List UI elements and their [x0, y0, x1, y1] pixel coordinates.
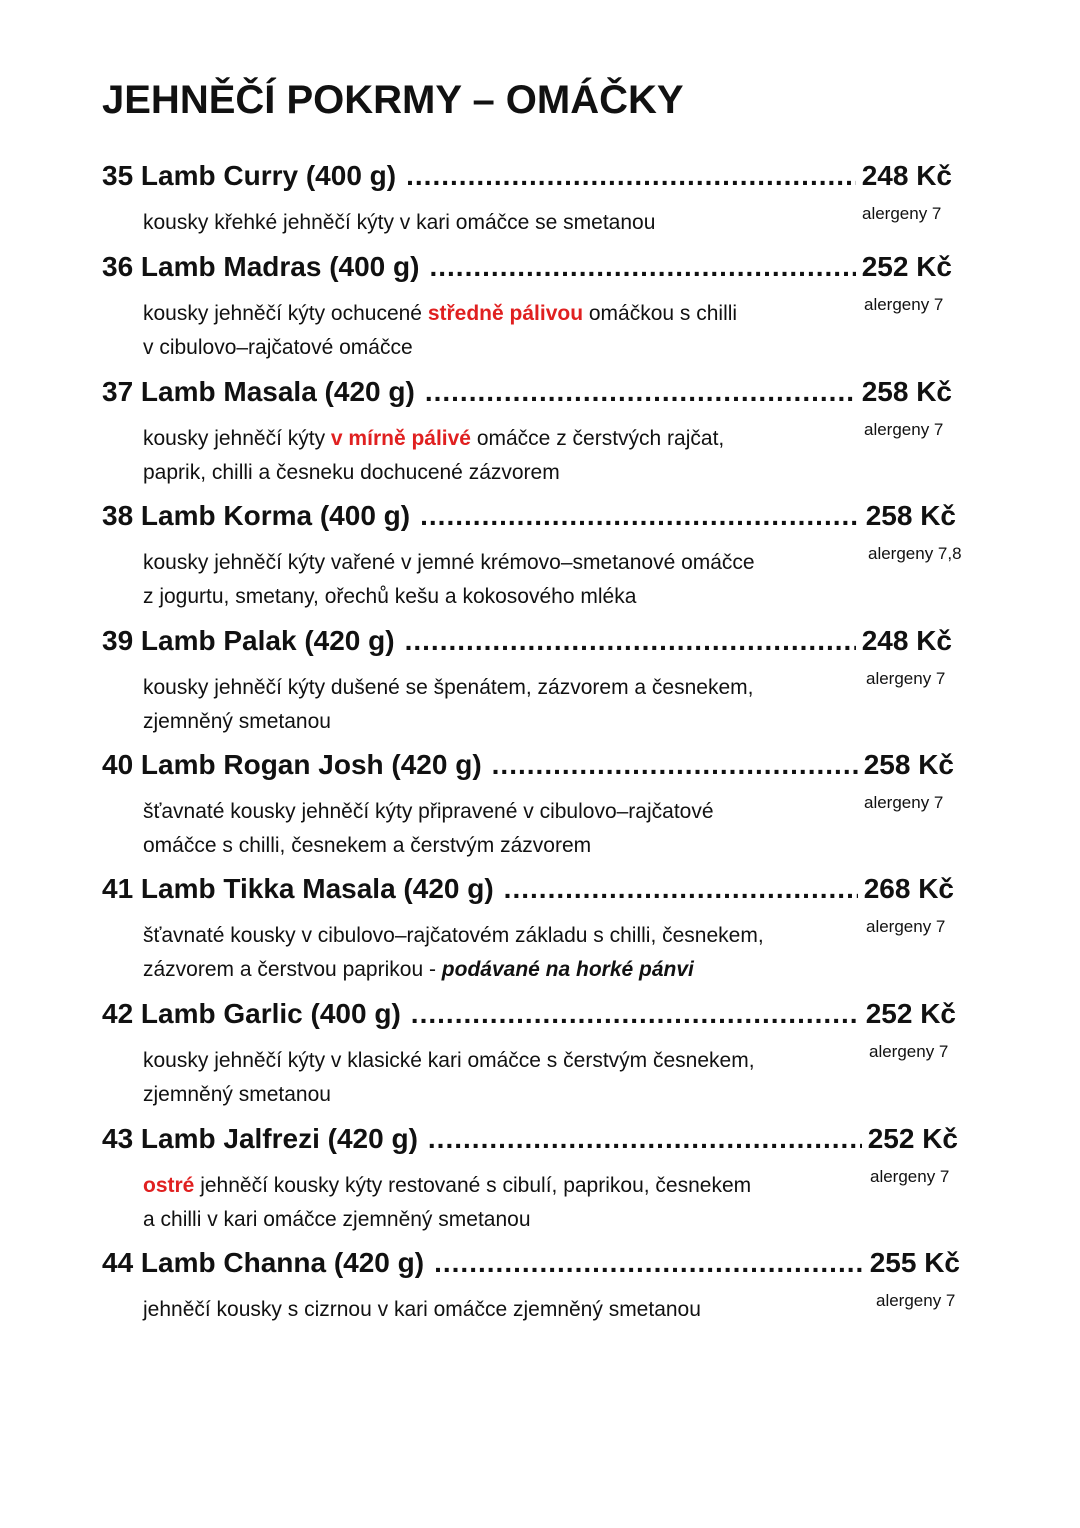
dish-name: 37 Lamb Masala (420 g) [102, 376, 415, 407]
description-line [143, 1293, 843, 1327]
allergen-info: alergeny 7 [866, 669, 946, 688]
dish-price: 248 Kč [861, 625, 952, 656]
dish-price: 252 Kč [867, 1123, 958, 1154]
dish-description [143, 1044, 843, 1112]
description-text: z jogurtu, smetany, ořechů kešu a kokosového mléka [143, 585, 637, 608]
dot-leader [434, 1247, 864, 1279]
menu-item-header [102, 1247, 960, 1287]
dish-name: 40 Lamb Rogan Josh (420 g) [102, 749, 482, 780]
serving-note: podávané na horké pánvi [441, 958, 694, 981]
dish-description [143, 206, 843, 240]
dish-price: 258 Kč [861, 376, 952, 407]
menu-item [102, 1247, 960, 1327]
description-text: šťavnaté kousky v cibulovo–rajčatovém základu s chilli, česnekem, [143, 924, 764, 947]
menu-item-header [102, 251, 952, 291]
description-line [143, 1169, 843, 1203]
description-text: kousky jehněčí kýty vařené v jemné krémovo–smetanové omáčce [143, 551, 755, 574]
description-text: zjemněný smetanou [143, 1083, 331, 1106]
dot-leader [428, 1123, 862, 1155]
dot-leader [405, 625, 856, 657]
menu-item-header [102, 625, 952, 665]
description-text: omáčkou s chilli [583, 302, 738, 325]
description-line [143, 829, 843, 863]
description-text: kousky jehněčí kýty ochucené [143, 302, 428, 325]
dish-price: 268 Kč [863, 873, 954, 904]
allergen-info: alergeny 7 [870, 1167, 950, 1186]
menu-item [102, 625, 952, 739]
description-line [143, 1044, 843, 1078]
dish-name: 44 Lamb Channa (420 g) [102, 1247, 425, 1278]
description-line [143, 1203, 843, 1237]
dish-price: 252 Kč [865, 998, 956, 1029]
dot-leader [504, 873, 858, 905]
description-line [143, 297, 843, 331]
dish-description [143, 1169, 843, 1237]
spicy-highlight: středně pálivou [427, 302, 584, 325]
allergen-info: alergeny 7 [869, 1042, 949, 1061]
description-line [143, 456, 843, 490]
page-title: JEHNĚČÍ POKRMY – OMÁČKY [102, 78, 684, 122]
dot-leader [411, 998, 860, 1030]
allergen-info: alergeny 7 [864, 295, 944, 314]
allergen-info: alergeny 7 [862, 204, 942, 223]
menu-item [102, 160, 952, 240]
description-text: a chilli v kari omáčce zjemněný smetanou [143, 1208, 531, 1231]
allergen-info: alergeny 7 [866, 917, 946, 936]
dish-name: 38 Lamb Korma (400 g) [102, 500, 411, 531]
dish-description [143, 422, 843, 490]
description-text: zjemněný smetanou [143, 710, 331, 733]
dish-description [143, 795, 843, 863]
dish-description [143, 919, 843, 987]
allergen-info: alergeny 7 [876, 1291, 956, 1310]
description-line [143, 580, 843, 614]
description-line [143, 795, 843, 829]
menu-item [102, 376, 952, 490]
dish-name: 42 Lamb Garlic (400 g) [102, 998, 401, 1029]
dish-name: 39 Lamb Palak (420 g) [102, 625, 395, 656]
description-text: omáčce s chilli, česnekem a čerstvým zázvorem [143, 834, 592, 857]
dish-name: 41 Lamb Tikka Masala (420 g) [102, 873, 494, 904]
dish-price: 258 Kč [865, 500, 956, 531]
menu-item-header [102, 1123, 958, 1163]
allergen-info: alergeny 7 [864, 420, 944, 439]
dish-description [143, 671, 843, 739]
menu-item-header [102, 160, 952, 200]
dot-leader [406, 160, 856, 192]
dish-name: 35 Lamb Curry (400 g) [102, 160, 397, 191]
dish-price: 252 Kč [861, 251, 952, 282]
spicy-highlight: v mírně pálivé [330, 427, 471, 450]
description-text: kousky jehněčí kýty v klasické kari omáčce s čerstvým česnekem, [143, 1049, 755, 1072]
menu-item [102, 251, 952, 365]
description-text: zázvorem a čerstvou paprikou - [143, 958, 442, 981]
description-text: jehněčí kousky s cizrnou v kari omáčce zjemněný smetanou [143, 1298, 701, 1321]
menu-item-header [102, 500, 956, 540]
description-text: v cibulovo–rajčatové omáčce [143, 336, 413, 359]
allergen-info: alergeny 7,8 [868, 544, 962, 563]
menu-item [102, 873, 954, 987]
dot-leader [492, 749, 858, 781]
menu-item-header [102, 376, 952, 416]
description-text: paprik, chilli a česneku dochucené zázvorem [143, 461, 560, 484]
dish-description [143, 297, 843, 365]
description-text: kousky jehněčí kýty [143, 427, 331, 450]
description-line [143, 671, 843, 705]
dish-name: 43 Lamb Jalfrezi (420 g) [102, 1123, 418, 1154]
dish-price: 255 Kč [869, 1247, 960, 1278]
description-line [143, 206, 843, 240]
dish-price: 258 Kč [863, 749, 954, 780]
menu-item [102, 500, 962, 614]
description-text: jehněčí kousky kýty restované s cibulí, paprikou, česnekem [194, 1174, 752, 1197]
dish-description [143, 546, 843, 614]
dot-leader [420, 500, 860, 532]
description-line [143, 546, 843, 580]
description-text: kousky jehněčí kýty dušené se špenátem, zázvorem a česnekem, [143, 676, 754, 699]
spicy-highlight: ostré [143, 1174, 195, 1197]
description-line [143, 422, 843, 456]
dish-price: 248 Kč [861, 160, 952, 191]
dish-description [143, 1293, 843, 1327]
menu-item [102, 1123, 958, 1237]
description-line [143, 1078, 843, 1112]
description-text: kousky křehké jehněčí kýty v kari omáčce se smetanou [143, 211, 656, 234]
description-text: šťavnaté kousky jehněčí kýty připravené v cibulovo–rajčatové [143, 800, 714, 823]
dish-name: 36 Lamb Madras (400 g) [102, 251, 420, 282]
dot-leader [425, 376, 856, 408]
menu-item [102, 749, 954, 863]
description-line [143, 919, 843, 953]
menu-item-header [102, 749, 954, 789]
menu-item-header [102, 873, 954, 913]
menu-item [102, 998, 956, 1112]
description-line [143, 705, 843, 739]
description-line [143, 953, 843, 987]
menu-item-header [102, 998, 956, 1038]
allergen-info: alergeny 7 [864, 793, 944, 812]
description-line [143, 331, 843, 365]
description-text: omáčce z čerstvých rajčat, [471, 427, 725, 450]
dot-leader [429, 251, 855, 283]
